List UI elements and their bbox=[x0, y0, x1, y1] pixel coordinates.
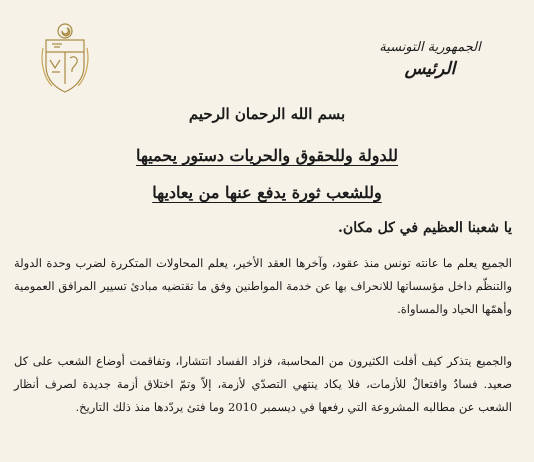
motto-line-1-text: للدولة وللحقوق والحريات دستور يحميها bbox=[135, 146, 399, 165]
paragraph-2: والجميع يتذكر كيف أفلت الكثيرون من المحاسبة، فزاد الفساد انتشارا، وتفاقمت أوضاع الشعب على كل صعيد. فسادٌ وافتعالٌ للأزمات، فلا يكاد ينتهي التصدّي لأزمة، إلاّ وتمّ اختلاق أزمة جديدة لصرف أنظار الشعب عن مطالبه المشروعة التي رفعها في ديسمبر 2010 وما فتئ يردّدها منذ ذلك التاريخ. bbox=[14, 354, 512, 414]
motto-line-2-text: وللشعب ثورة يدفع عنها من يعاديها bbox=[152, 183, 382, 202]
president-title: الرئيس bbox=[404, 59, 456, 79]
motto-line-2 bbox=[0, 183, 534, 202]
paragraph-1: الجميع يعلم ما عانته تونس منذ عقود، وآخرها العقد الأخير، يعلم المحاولات المتكررة لضرب وحدة الدولة والتنظّم داخل مؤسساتها للانحراف بها عن خدمة المواطنين وفق ما تقتضيه مبادئ تسيير المرافق العمومية وأهمّها الحياد والمساواة. bbox=[14, 256, 512, 316]
republic-title: الجمهورية التونسية bbox=[379, 40, 481, 55]
basmala: بسم الله الرحمان الرحيم bbox=[188, 105, 346, 123]
letterhead bbox=[360, 40, 500, 79]
motto-line-1 bbox=[0, 146, 534, 165]
tunisia-coat-of-arms-icon bbox=[40, 22, 90, 94]
greeting: يا شعبنا العظيم في كل مكان. bbox=[338, 220, 512, 236]
